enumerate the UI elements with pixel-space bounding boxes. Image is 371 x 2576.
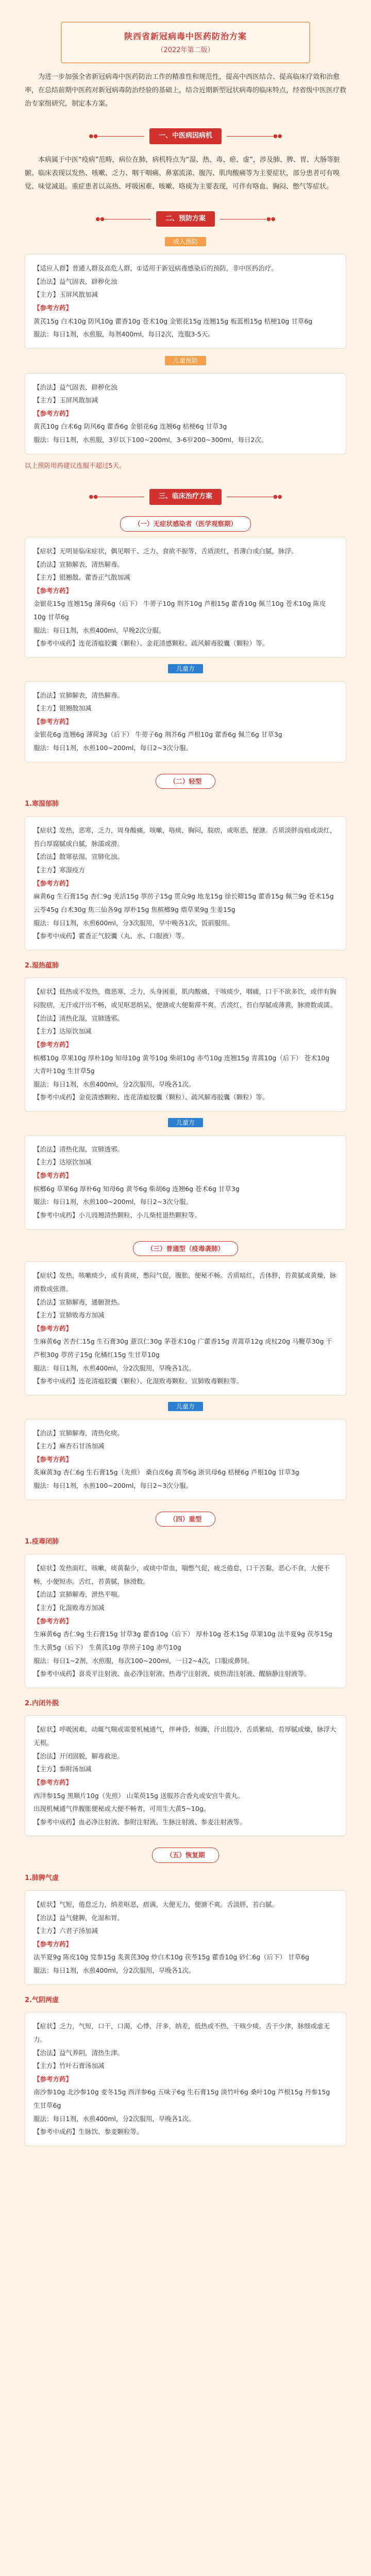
card-line: 【参考方药】 bbox=[33, 879, 73, 887]
etiology-paragraph: 本病属于中医“疫病”范畴，病位在肺，病机特点为“湿、热、毒、瘀、虚”，涉及肺、脾、胃、大肠等脏腑。临床表现以发热、咳嗽、乏力、咽干咽痛、鼻塞流涕、腹泻、肌肉酸痛等为主要症状，部分患者可有嗅觉、味觉减退。重症患者以高热、呼吸困难、咳嗽、咯痰为主要表现，可伴有咯血、胸闷、憋气等症状。 bbox=[25, 156, 340, 191]
card-line: 【参考中成药】连花清瘟胶囊（颗粒）、化湿败毒颗粒、宣肺败毒颗粒等。 bbox=[33, 1377, 243, 1385]
child-formula-tag: 儿童方 bbox=[25, 1117, 346, 1130]
card-line: 【参考中成药】连花清瘟胶囊（颗粒）、金花清感颗粒、疏风解毒胶囊（颗粒）等。 bbox=[33, 639, 269, 648]
card-line: 【参考方药】 bbox=[33, 1778, 73, 1786]
common-card bbox=[25, 1261, 346, 1396]
card-line: 【症状】发热面红，咳嗽，痰黄黏少，或痰中带血，喘憋气促，疲乏倦怠，口干苦黏，恶心不食，大便不畅，小便短赤。舌红，苔黄腻，脉滑数。 bbox=[33, 1564, 330, 1585]
adult-prevention-method: 【治法】益气固表，辟秽化浊 bbox=[33, 277, 117, 285]
dot-icon: ●● bbox=[273, 133, 282, 139]
card-line: 【参考方药】 bbox=[33, 1040, 73, 1048]
card-line: 服法：每日1剂，水煎100~200ml，每日2~3次分服。 bbox=[33, 1482, 193, 1490]
card-line: 生麻黄6g 杏仁9g 生石膏15g 甘草3g 藿香10g（后下） 厚朴10g 苍术15g 草果10g 法半夏9g 茯苓15g 生大黄5g（后下） 生黄芪10g 葶苈子10g 赤芍10g bbox=[33, 1630, 332, 1651]
card-line: 【参考方药】 bbox=[33, 1940, 73, 1948]
common-child-card bbox=[25, 1419, 346, 1500]
adult-prevention-target: 【适应人群】普通人群及高危人群，①适用于新冠病毒感染后的预防，非中医药治疗。 bbox=[33, 264, 278, 273]
card-line: 服法：每日1剂，水煎400ml，分2次服用，早晚各1次。 bbox=[33, 2114, 195, 2123]
card-line: 【参考中成药】小儿豉翘清热颗粒、小儿柴桂退热颗粒等。 bbox=[33, 1211, 201, 1219]
card-line: 【症状】气短，倦怠乏力，纳差呕恶，痞满，大便无力，便溏不爽。舌淡胖，苔白腻。 bbox=[33, 1900, 279, 1908]
card-line: 【治法】清热化湿，宣肺透邪。 bbox=[33, 1145, 124, 1153]
card-line: 服法：每日1剂，水煎100~200ml，每日2~3次分服。 bbox=[33, 744, 193, 752]
card-line: 【治法】宣肺解毒，泄热平喘。 bbox=[33, 1590, 124, 1599]
section-header-etiology bbox=[25, 128, 346, 144]
card-line: 【治法】宣肺解毒，清热化痰。 bbox=[33, 1429, 124, 1437]
card-line: 南沙参10g 北沙参10g 麦冬15g 西洋参6g 五味子6g 生石膏15g 淡竹叶6g 桑叶10g 芦根15g 丹参15g 生甘草6g bbox=[33, 2088, 330, 2110]
adult-prevention-tag: 成人预防 bbox=[25, 236, 346, 249]
divider bbox=[227, 136, 273, 137]
card-line: 【参考中成药】生脉饮、参麦颗粒等。 bbox=[33, 2128, 143, 2136]
card-line: 出现机械通气伴腹胀便秘或大便不畅者，可用生大黄5~10g。 bbox=[33, 1805, 210, 1813]
card-line: 西洋参15g 黑顺片10g（先煎） 山茱萸15g 送服苏合香丸或安宫牛黄丸。 bbox=[33, 1791, 244, 1800]
subtype-heading: 1.寒湿郁肺 bbox=[25, 800, 59, 808]
document-title: 陕西省新冠病毒中医药防治方案 bbox=[124, 31, 247, 41]
recovery-qi-card bbox=[25, 1890, 346, 1985]
child-prevention-herbs: 黄芪10g 白术6g 防风6g 藿香6g 金银花6g 连翘6g 桔梗6g 甘草3g bbox=[33, 422, 227, 431]
child-formula-tag: 儿童方 bbox=[25, 1401, 346, 1414]
adult-prevention-card bbox=[25, 254, 346, 349]
adult-prevention-herbs: 黄芪15g 白术10g 防风10g 藿香10g 苍术10g 金银花15g 连翘15g 板蓝根15g 桔梗10g 甘草6g bbox=[33, 317, 313, 325]
card-line: 【参考方药】 bbox=[33, 1455, 73, 1463]
card-line: 【主方】麻杏石甘汤加减 bbox=[33, 1442, 105, 1450]
card-line: 【治法】益气养阴，清热生津。 bbox=[33, 2048, 124, 2057]
dot-icon: ●● bbox=[89, 133, 98, 139]
child-prevention-formula: 【主方】玉屏风散加减 bbox=[33, 396, 98, 404]
subtype-heading: 2.内闭外脱 bbox=[25, 1699, 59, 1707]
card-line: 【治法】宣肺解毒，通腑泄热。 bbox=[33, 1298, 124, 1306]
card-line: 【治法】宣肺解表，清热解毒。 bbox=[33, 691, 124, 699]
card-line: 【治法】开闭固脱，解毒救逆。 bbox=[33, 1752, 124, 1760]
card-line: 【参考方药】 bbox=[33, 2075, 73, 2083]
card-line: 【症状】乏力，气短，口干，口渴，心悸，汗多，纳差，低热或不热，干咳少痰。舌干少津，脉细或虚无力。 bbox=[33, 2022, 330, 2043]
card-line: 服法：每日1剂，水煎400ml，分2次服用，早晚各1次。 bbox=[33, 1967, 195, 1975]
card-line: 炙麻黄3g 杏仁6g 生石膏15g（先煎） 桑白皮6g 黄芩6g 浙贝母6g 桔梗6g 芦根10g 甘草3g bbox=[33, 1468, 299, 1477]
card-line: 【参考方药】 bbox=[33, 586, 73, 595]
adult-prevention-usage: 服法：每日1剂，水煎服，每剂400ml，每日2次，连服3-5天。 bbox=[33, 330, 214, 338]
adult-prevention-formula: 【主方】玉屏风散加减 bbox=[33, 291, 98, 299]
mild-cold-damp-card bbox=[25, 816, 346, 951]
subtype-heading: 1.肺脾气虚 bbox=[25, 1874, 59, 1883]
card-line: 【主方】化湿败毒方加减 bbox=[33, 1604, 105, 1612]
card-line: 服法：每日1剂，水煎100~200ml，每日2~3次分服。 bbox=[33, 1198, 193, 1206]
card-line: 【症状】发热，恶寒，乏力，周身酸痛，咳嗽，咯痰，胸闷，脘痞，或呕恶，便溏。舌质淡胖齿痕或淡红，苔白厚腐腻或白腻，脉濡或滑。 bbox=[33, 826, 336, 848]
card-line: 金银花15g 连翘15g 薄荷6g（后下） 牛蒡子10g 荆芥10g 芦根15g 藿香10g 佩兰10g 苍术10g 陈皮10g 甘草6g bbox=[33, 600, 326, 621]
recovery-yin-card bbox=[25, 2012, 346, 2146]
stage-header-asymptomatic: （一）无症状感染者（医学观察期） bbox=[25, 516, 346, 532]
child-prevention-ref-label: 【参考方药】 bbox=[33, 409, 73, 417]
card-line: 【主方】达原饮加减 bbox=[33, 1158, 92, 1166]
card-line: 金银花6g 连翘6g 薄荷3g（后下） 牛蒡子6g 荆芥6g 芦根10g 藿香6g 佩兰6g 甘草3g bbox=[33, 731, 282, 739]
asymptomatic-child-card bbox=[25, 681, 346, 762]
card-line: 【主方】宣肺败毒方加减 bbox=[33, 1311, 105, 1319]
stage-header-recovery: （五）恢复期 bbox=[25, 1848, 346, 1863]
card-line: 【治法】益气健脾，化湿和胃。 bbox=[33, 1913, 124, 1922]
mild-damp-heat-card bbox=[25, 977, 346, 1112]
document-title-box bbox=[61, 22, 310, 63]
child-formula-tag: 儿童方 bbox=[25, 663, 346, 676]
card-line: 【参考方药】 bbox=[33, 1324, 73, 1332]
card-line: 服法：每日1剂，水煎400ml，分2次服用，早晚各1次。 bbox=[33, 1364, 195, 1372]
stage-header-severe: （四）重型 bbox=[25, 1512, 346, 1527]
subtype-heading: 1.疫毒闭肺 bbox=[25, 1538, 59, 1546]
document-edition: （2022年第二版） bbox=[157, 46, 214, 55]
adult-prevention-ref-label: 【参考方药】 bbox=[33, 304, 73, 312]
card-line: 【症状】呼吸困难，动辄气喘或需要机械通气，伴神昏，烦躁，汗出肢冷，舌质紫暗，苔厚腻或燥，脉浮大无根。 bbox=[33, 1725, 336, 1747]
stage-header-mild: （二）轻型 bbox=[25, 774, 346, 789]
divider bbox=[98, 136, 144, 137]
card-line: 【症状】发热，咳嗽痰少，或有黄痰，憋闷气促，腹胀，便秘不畅。舌质暗红，舌体胖，苔黄腻或黄燥，脉滑数或弦滑。 bbox=[33, 1272, 336, 1293]
child-prevention-method: 【治法】益气固表，辟秽化浊 bbox=[33, 383, 117, 391]
card-line: 【参考方药】 bbox=[33, 717, 73, 725]
card-line: 生麻黄6g 苦杏仁15g 生石膏30g 薏苡仁30g 茅苍术10g 广藿香15g 青蒿草12g 虎杖20g 马鞭草30g 干芦根30g 葶苈子15g 化橘红15g 生甘草10g bbox=[33, 1337, 332, 1359]
section-title-treatment: 三、临床治疗方案 bbox=[149, 489, 222, 505]
card-line: 【参考中成药】喜炎平注射液、血必净注射液、热毒宁注射液、痰热清注射液、醒脑静注射液等。 bbox=[33, 1670, 311, 1678]
card-line: 【参考方药】 bbox=[33, 1172, 73, 1180]
card-line: 麻黄6g 生石膏15g 杏仁9g 羌活15g 葶苈子15g 贯众9g 地龙15g 徐长卿15g 藿香15g 佩兰9g 苍术15g 云苓45g 白术30g 焦三仙各9g 厚朴15g 焦槟榔9g 煨草果9g 生姜15g bbox=[33, 892, 334, 913]
child-prevention-card bbox=[25, 373, 346, 454]
child-prevention-usage: 服法：每日1剂，水煎服，3岁以下100~200ml，3-6岁200~300ml，每日2次。 bbox=[33, 436, 268, 444]
dot-icon: ●● bbox=[266, 216, 276, 222]
asymptomatic-card bbox=[25, 537, 346, 658]
card-line: 【参考中成药】血必净注射液、参附注射液、生脉注射液、参麦注射液等。 bbox=[33, 1818, 246, 1826]
card-line: 【主方】银翘散、藿香正气散加减 bbox=[33, 573, 130, 582]
card-line: 【主方】寒湿疫方 bbox=[33, 866, 86, 874]
card-line: 【主方】竹叶石膏汤加减 bbox=[33, 2062, 105, 2070]
card-line: 【参考方药】 bbox=[33, 1617, 73, 1625]
card-line: 槟榔6g 草果6g 厚朴6g 知母6g 黄芩6g 柴胡6g 连翘6g 苍术6g 甘草3g bbox=[33, 1184, 240, 1193]
card-line: 法半夏9g 陈皮10g 党参15g 炙黄芪30g 炒白术10g 茯苓15g 藿香10g 砂仁6g（后下） 甘草6g bbox=[33, 1953, 309, 1961]
card-line: 【参考中成药】藿香正气胶囊（丸、水、口服液）等。 bbox=[33, 932, 189, 940]
intro-paragraph: 为进一步加强全省新冠病毒中医药防治工作的精准性和规范性，提高中西医结合、提高临床疗效和治愈率，在总结前期中医药对新冠病毒防治经验的基础上，结合近期新型冠状病毒的临床特点，经省级中医医疗救治专家组研究，制定本方案。 bbox=[25, 73, 347, 108]
prevention-note: 以上预防用药建议连服不超过5天。 bbox=[25, 461, 126, 469]
section-title-etiology: 一、中医病因病机 bbox=[149, 128, 222, 144]
card-line: 【主方】银翘散加减 bbox=[33, 704, 92, 713]
stage-header-common: （三）普通型（疫毒袭肺） bbox=[25, 1241, 346, 1257]
dot-icon: ●● bbox=[273, 494, 282, 500]
card-line: 服法：每日1剂，水煎400ml，分2次服用，早晚各1次。 bbox=[33, 1080, 195, 1088]
card-line: 【治法】清热化湿，宣肺透邪。 bbox=[33, 1014, 124, 1022]
card-line: 服法：每日1剂，水煎400ml，早晚2次分服。 bbox=[33, 626, 165, 634]
card-line: 槟榔10g 草果10g 厚朴10g 知母10g 黄芩10g 柴胡10g 赤芍10g 连翘15g 青蒿10g（后下） 苍术10g 大青叶10g 生甘草5g bbox=[33, 1054, 330, 1075]
mild-child-card bbox=[25, 1135, 346, 1230]
card-line: 【症状】无明显临床症状，偶见咽干、乏力、食欲不振等，舌质淡红，苔薄白或白腻，脉浮。 bbox=[33, 547, 298, 555]
section-title-prevention: 二、预防方案 bbox=[156, 211, 215, 227]
card-line: 【治法】散寒祛湿，宣肺化浊。 bbox=[33, 853, 124, 861]
card-line: 【治法】宣肺解表，清热解毒。 bbox=[33, 560, 124, 568]
severe-lung-card bbox=[25, 1554, 346, 1688]
severe-collapse-card bbox=[25, 1715, 346, 1836]
card-line: 【症状】低热或不发热，微恶寒，乏力，头身困重，肌肉酸痛，干咳痰少，咽痛，口干不欲多饮，或伴有胸闷脘痞，无汗或汗出不畅，或见呕恶纳呆，便溏或大便黏滞不爽。舌淡红，苔白厚腻或薄黄，脉滑数或濡。 bbox=[33, 988, 336, 1009]
card-line: 【主方】达原饮加减 bbox=[33, 1027, 92, 1036]
card-line: 【参考中成药】金花清感颗粒、连花清瘟胶囊（颗粒）、疏风解毒胶囊（颗粒）等。 bbox=[33, 1093, 269, 1101]
section-header-prevention bbox=[25, 211, 346, 227]
subtype-heading: 2.气阴两虚 bbox=[25, 1996, 59, 2004]
child-prevention-tag: 儿童预防 bbox=[25, 355, 346, 368]
dot-icon: ●● bbox=[89, 494, 98, 500]
card-line: 【主方】六君子汤加减 bbox=[33, 1927, 98, 1935]
card-line: 服法：每日1~2剂，水煎服，每次100~200ml，一日2~4次，口服或鼻饲。 bbox=[33, 1656, 254, 1665]
section-header-treatment bbox=[25, 489, 346, 505]
card-line: 【主方】参附汤加减 bbox=[33, 1765, 92, 1773]
subtype-heading: 2.湿热蕴肺 bbox=[25, 961, 59, 970]
dot-icon: ●● bbox=[95, 216, 105, 222]
card-line: 服法：每日1剂，水煎600ml，分3次服用，早中晚各1次，饭前服用。 bbox=[33, 919, 234, 927]
